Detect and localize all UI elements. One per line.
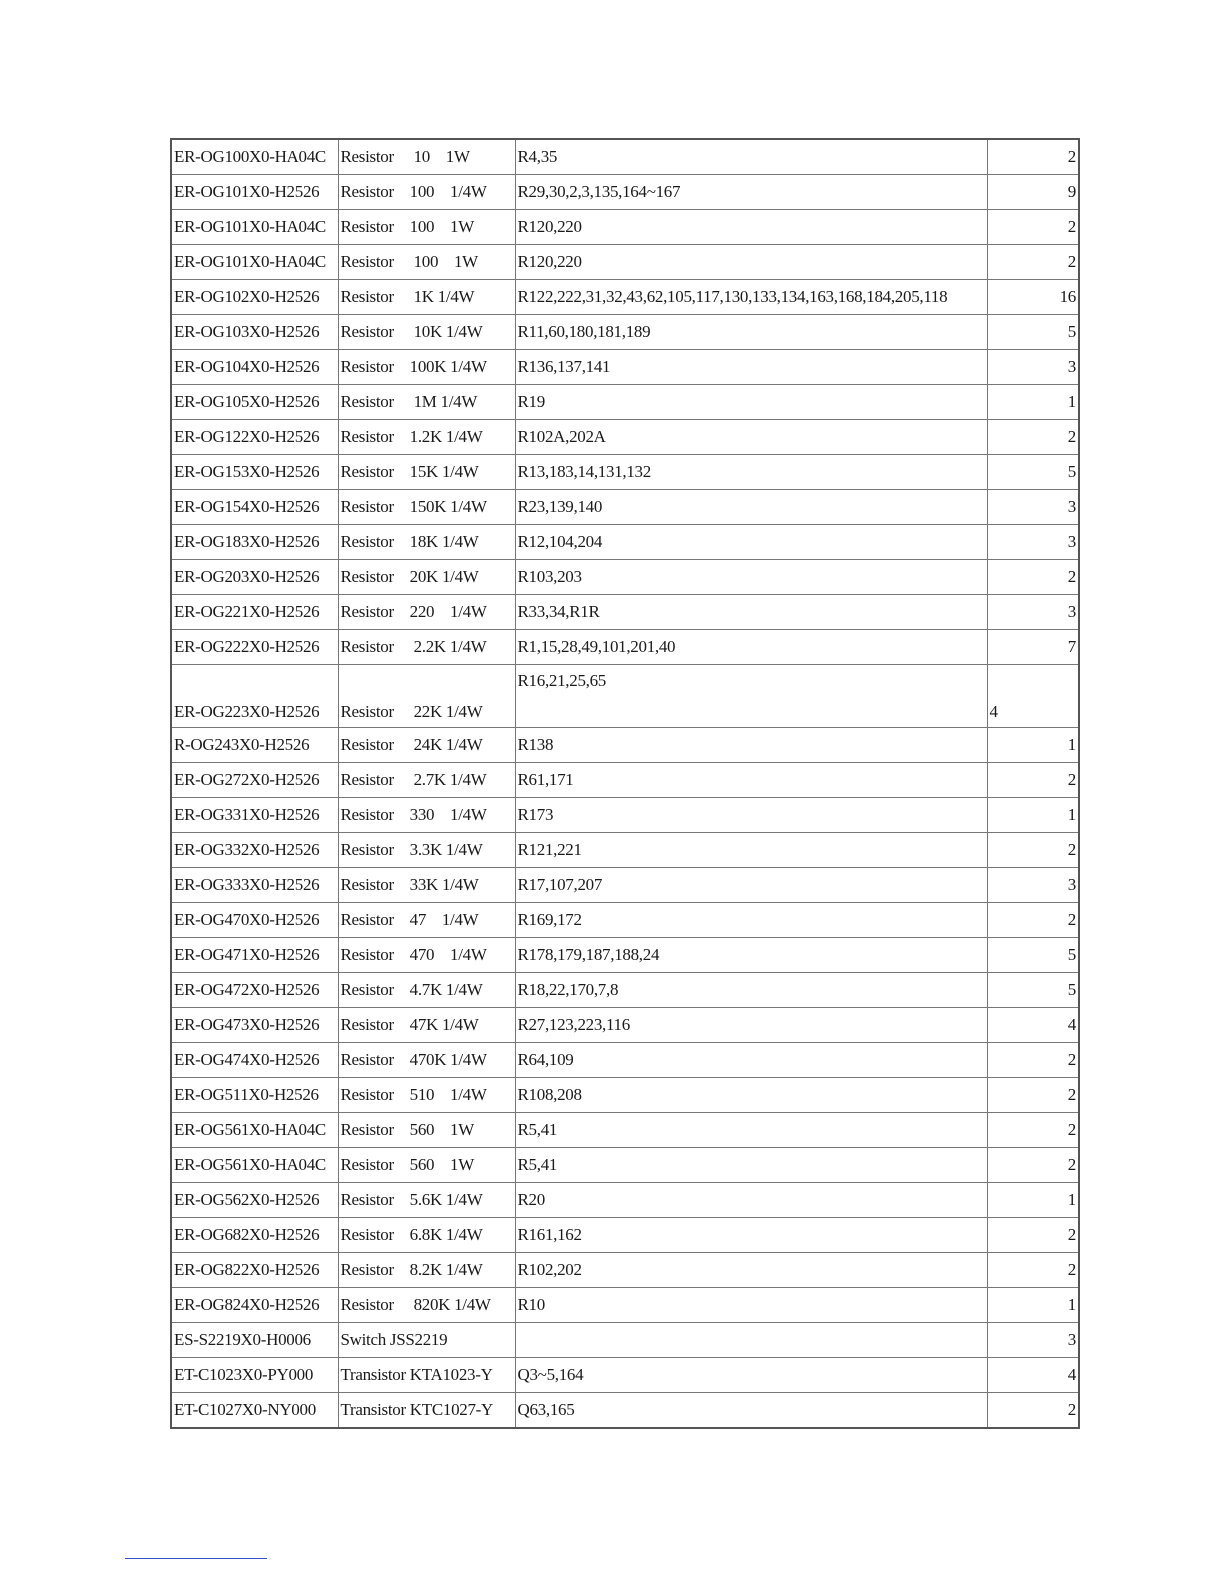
part-number-cell: ER-OG562X0-H2526 bbox=[171, 1183, 338, 1218]
reference-designators-cell: R20 bbox=[515, 1183, 987, 1218]
reference-designators-cell: R173 bbox=[515, 798, 987, 833]
reference-designators-cell: R10 bbox=[515, 1288, 987, 1323]
reference-designators-cell: R1,15,28,49,101,201,40 bbox=[515, 630, 987, 665]
quantity-cell: 3 bbox=[987, 868, 1079, 903]
description-cell: Resistor 820K 1/4W bbox=[338, 1288, 515, 1323]
table-row bbox=[171, 455, 1079, 490]
reference-designators-cell: R103,203 bbox=[515, 560, 987, 595]
reference-designators-cell: R11,60,180,181,189 bbox=[515, 315, 987, 350]
description-cell: Resistor 47 1/4W bbox=[338, 903, 515, 938]
reference-designators-cell: Q3~5,164 bbox=[515, 1358, 987, 1393]
parts-list-body bbox=[171, 139, 1079, 1428]
table-row bbox=[171, 1358, 1079, 1393]
description-cell: Resistor 8.2K 1/4W bbox=[338, 1253, 515, 1288]
description-cell: Resistor 5.6K 1/4W bbox=[338, 1183, 515, 1218]
reference-designators-cell: R12,104,204 bbox=[515, 525, 987, 560]
quantity-cell: 2 bbox=[987, 560, 1079, 595]
part-number-cell: ER-OG474X0-H2526 bbox=[171, 1043, 338, 1078]
part-number-cell: ER-OG100X0-HA04C bbox=[171, 139, 338, 175]
quantity-cell: 5 bbox=[987, 315, 1079, 350]
reference-designators-cell: R17,107,207 bbox=[515, 868, 987, 903]
part-number-cell: ER-OG331X0-H2526 bbox=[171, 798, 338, 833]
description-cell: Resistor 560 1W bbox=[338, 1148, 515, 1183]
part-number-cell: ER-OG561X0-HA04C bbox=[171, 1113, 338, 1148]
reference-designators-cell: R108,208 bbox=[515, 1078, 987, 1113]
reference-designators-cell: R16,21,25,65 bbox=[515, 665, 987, 728]
description-cell: Resistor 10K 1/4W bbox=[338, 315, 515, 350]
quantity-cell: 1 bbox=[987, 728, 1079, 763]
part-number-cell: ER-OG153X0-H2526 bbox=[171, 455, 338, 490]
description-cell: Transistor KTA1023-Y bbox=[338, 1358, 515, 1393]
part-number-cell: ER-OG222X0-H2526 bbox=[171, 630, 338, 665]
reference-designators-cell: R33,34,R1R bbox=[515, 595, 987, 630]
table-row bbox=[171, 560, 1079, 595]
table-row bbox=[171, 385, 1079, 420]
reference-designators-cell: Q63,165 bbox=[515, 1393, 987, 1429]
table-row bbox=[171, 833, 1079, 868]
reference-designators-cell: R19 bbox=[515, 385, 987, 420]
table-row bbox=[171, 630, 1079, 665]
quantity-cell: 3 bbox=[987, 525, 1079, 560]
reference-designators-cell: R161,162 bbox=[515, 1218, 987, 1253]
quantity-cell: 1 bbox=[987, 1288, 1079, 1323]
table-row bbox=[171, 798, 1079, 833]
table-row bbox=[171, 1288, 1079, 1323]
description-cell: Resistor 24K 1/4W bbox=[338, 728, 515, 763]
table-row bbox=[171, 350, 1079, 385]
reference-designators-cell: R4,35 bbox=[515, 139, 987, 175]
part-number-cell: ER-OG183X0-H2526 bbox=[171, 525, 338, 560]
quantity-cell: 2 bbox=[987, 1078, 1079, 1113]
quantity-cell: 3 bbox=[987, 350, 1079, 385]
table-row bbox=[171, 315, 1079, 350]
description-cell: Resistor 510 1/4W bbox=[338, 1078, 515, 1113]
part-number-cell: ET-C1027X0-NY000 bbox=[171, 1393, 338, 1429]
description-cell: Resistor 2.7K 1/4W bbox=[338, 763, 515, 798]
table-row bbox=[171, 665, 1079, 728]
description-cell: Resistor 10 1W bbox=[338, 139, 515, 175]
description-cell: Resistor 2.2K 1/4W bbox=[338, 630, 515, 665]
description-cell: Resistor 4.7K 1/4W bbox=[338, 973, 515, 1008]
table-row bbox=[171, 973, 1079, 1008]
description-cell: Resistor 560 1W bbox=[338, 1113, 515, 1148]
part-number-cell: ER-OG122X0-H2526 bbox=[171, 420, 338, 455]
table-row bbox=[171, 280, 1079, 315]
parts-list-table bbox=[170, 138, 1080, 1429]
description-cell: Resistor 100K 1/4W bbox=[338, 350, 515, 385]
table-row bbox=[171, 1043, 1079, 1078]
part-number-cell: ER-OG473X0-H2526 bbox=[171, 1008, 338, 1043]
table-row bbox=[171, 1078, 1079, 1113]
quantity-cell: 2 bbox=[987, 903, 1079, 938]
table-row bbox=[171, 1393, 1079, 1429]
part-number-cell: ES-S2219X0-H0006 bbox=[171, 1323, 338, 1358]
description-cell: Resistor 100 1/4W bbox=[338, 175, 515, 210]
part-number-cell: ER-OG561X0-HA04C bbox=[171, 1148, 338, 1183]
part-number-cell: ER-OG105X0-H2526 bbox=[171, 385, 338, 420]
part-number-cell: ER-OG472X0-H2526 bbox=[171, 973, 338, 1008]
part-number-cell: ER-OG223X0-H2526 bbox=[171, 665, 338, 728]
quantity-cell: 3 bbox=[987, 1323, 1079, 1358]
quantity-cell: 2 bbox=[987, 763, 1079, 798]
quantity-cell: 2 bbox=[987, 833, 1079, 868]
reference-designators-cell bbox=[515, 1323, 987, 1358]
description-cell: Resistor 1K 1/4W bbox=[338, 280, 515, 315]
part-number-cell: ER-OG822X0-H2526 bbox=[171, 1253, 338, 1288]
table-row bbox=[171, 245, 1079, 280]
part-number-cell: ER-OG101X0-HA04C bbox=[171, 210, 338, 245]
footnote-separator bbox=[125, 1558, 267, 1559]
quantity-cell: 4 bbox=[987, 665, 1079, 728]
part-number-cell: ET-C1023X0-PY000 bbox=[171, 1358, 338, 1393]
description-cell: Resistor 1M 1/4W bbox=[338, 385, 515, 420]
quantity-cell: 9 bbox=[987, 175, 1079, 210]
part-number-cell: ER-OG104X0-H2526 bbox=[171, 350, 338, 385]
description-cell: Switch JSS2219 bbox=[338, 1323, 515, 1358]
quantity-cell: 3 bbox=[987, 490, 1079, 525]
description-cell: Resistor 470K 1/4W bbox=[338, 1043, 515, 1078]
quantity-cell: 2 bbox=[987, 1148, 1079, 1183]
part-number-cell: ER-OG471X0-H2526 bbox=[171, 938, 338, 973]
quantity-cell: 2 bbox=[987, 139, 1079, 175]
quantity-cell: 2 bbox=[987, 245, 1079, 280]
part-number-cell: ER-OG102X0-H2526 bbox=[171, 280, 338, 315]
reference-designators-cell: R18,22,170,7,8 bbox=[515, 973, 987, 1008]
description-cell: Resistor 22K 1/4W bbox=[338, 665, 515, 728]
quantity-cell: 2 bbox=[987, 420, 1079, 455]
table-row bbox=[171, 210, 1079, 245]
table-row bbox=[171, 763, 1079, 798]
part-number-cell: ER-OG511X0-H2526 bbox=[171, 1078, 338, 1113]
part-number-cell: ER-OG101X0-HA04C bbox=[171, 245, 338, 280]
table-row bbox=[171, 139, 1079, 175]
table-row bbox=[171, 525, 1079, 560]
part-number-cell: R-OG243X0-H2526 bbox=[171, 728, 338, 763]
part-number-cell: ER-OG332X0-H2526 bbox=[171, 833, 338, 868]
reference-designators-cell: R138 bbox=[515, 728, 987, 763]
reference-designators-cell: R102A,202A bbox=[515, 420, 987, 455]
reference-designators-cell: R23,139,140 bbox=[515, 490, 987, 525]
quantity-cell: 4 bbox=[987, 1358, 1079, 1393]
description-cell: Resistor 3.3K 1/4W bbox=[338, 833, 515, 868]
quantity-cell: 1 bbox=[987, 385, 1079, 420]
table-row bbox=[171, 1113, 1079, 1148]
reference-designators-cell: R61,171 bbox=[515, 763, 987, 798]
part-number-cell: ER-OG824X0-H2526 bbox=[171, 1288, 338, 1323]
table-row bbox=[171, 728, 1079, 763]
quantity-cell: 3 bbox=[987, 595, 1079, 630]
quantity-cell: 4 bbox=[987, 1008, 1079, 1043]
description-cell: Resistor 6.8K 1/4W bbox=[338, 1218, 515, 1253]
reference-designators-cell: R5,41 bbox=[515, 1113, 987, 1148]
table-row bbox=[171, 175, 1079, 210]
quantity-cell: 5 bbox=[987, 455, 1079, 490]
quantity-cell: 16 bbox=[987, 280, 1079, 315]
quantity-cell: 5 bbox=[987, 938, 1079, 973]
description-cell: Resistor 220 1/4W bbox=[338, 595, 515, 630]
description-cell: Resistor 100 1W bbox=[338, 245, 515, 280]
reference-designators-cell: R5,41 bbox=[515, 1148, 987, 1183]
quantity-cell: 2 bbox=[987, 1253, 1079, 1288]
quantity-cell: 1 bbox=[987, 798, 1079, 833]
part-number-cell: ER-OG272X0-H2526 bbox=[171, 763, 338, 798]
description-cell: Resistor 15K 1/4W bbox=[338, 455, 515, 490]
reference-designators-cell: R169,172 bbox=[515, 903, 987, 938]
part-number-cell: ER-OG221X0-H2526 bbox=[171, 595, 338, 630]
table-row bbox=[171, 903, 1079, 938]
description-cell: Resistor 18K 1/4W bbox=[338, 525, 515, 560]
part-number-cell: ER-OG470X0-H2526 bbox=[171, 903, 338, 938]
table-row bbox=[171, 490, 1079, 525]
part-number-cell: ER-OG333X0-H2526 bbox=[171, 868, 338, 903]
reference-designators-cell: R122,222,31,32,43,62,105,117,130,133,134,163,168,184,205,118 bbox=[515, 280, 987, 315]
quantity-cell: 1 bbox=[987, 1183, 1079, 1218]
table-row bbox=[171, 595, 1079, 630]
reference-designators-cell: R136,137,141 bbox=[515, 350, 987, 385]
part-number-cell: ER-OG103X0-H2526 bbox=[171, 315, 338, 350]
description-cell: Resistor 33K 1/4W bbox=[338, 868, 515, 903]
table-row bbox=[171, 1183, 1079, 1218]
reference-designators-cell: R120,220 bbox=[515, 210, 987, 245]
table-row bbox=[171, 1148, 1079, 1183]
table-row bbox=[171, 1323, 1079, 1358]
part-number-cell: ER-OG682X0-H2526 bbox=[171, 1218, 338, 1253]
quantity-cell: 2 bbox=[987, 1218, 1079, 1253]
reference-designators-cell: R64,109 bbox=[515, 1043, 987, 1078]
reference-designators-cell: R120,220 bbox=[515, 245, 987, 280]
part-number-cell: ER-OG203X0-H2526 bbox=[171, 560, 338, 595]
description-cell: Resistor 330 1/4W bbox=[338, 798, 515, 833]
description-cell: Transistor KTC1027-Y bbox=[338, 1393, 515, 1429]
description-cell: Resistor 150K 1/4W bbox=[338, 490, 515, 525]
quantity-cell: 2 bbox=[987, 1113, 1079, 1148]
table-row bbox=[171, 1008, 1079, 1043]
reference-designators-cell: R29,30,2,3,135,164~167 bbox=[515, 175, 987, 210]
table-row bbox=[171, 938, 1079, 973]
description-cell: Resistor 1.2K 1/4W bbox=[338, 420, 515, 455]
table-row bbox=[171, 1253, 1079, 1288]
quantity-cell: 2 bbox=[987, 1393, 1079, 1429]
description-cell: Resistor 47K 1/4W bbox=[338, 1008, 515, 1043]
quantity-cell: 2 bbox=[987, 1043, 1079, 1078]
quantity-cell: 5 bbox=[987, 973, 1079, 1008]
table-row bbox=[171, 420, 1079, 455]
description-cell: Resistor 20K 1/4W bbox=[338, 560, 515, 595]
table-row bbox=[171, 868, 1079, 903]
reference-designators-cell: R102,202 bbox=[515, 1253, 987, 1288]
description-cell: Resistor 470 1/4W bbox=[338, 938, 515, 973]
quantity-cell: 7 bbox=[987, 630, 1079, 665]
reference-designators-cell: R121,221 bbox=[515, 833, 987, 868]
part-number-cell: ER-OG101X0-H2526 bbox=[171, 175, 338, 210]
description-cell: Resistor 100 1W bbox=[338, 210, 515, 245]
reference-designators-cell: R27,123,223,116 bbox=[515, 1008, 987, 1043]
reference-designators-cell: R178,179,187,188,24 bbox=[515, 938, 987, 973]
table-row bbox=[171, 1218, 1079, 1253]
part-number-cell: ER-OG154X0-H2526 bbox=[171, 490, 338, 525]
reference-designators-cell: R13,183,14,131,132 bbox=[515, 455, 987, 490]
quantity-cell: 2 bbox=[987, 210, 1079, 245]
